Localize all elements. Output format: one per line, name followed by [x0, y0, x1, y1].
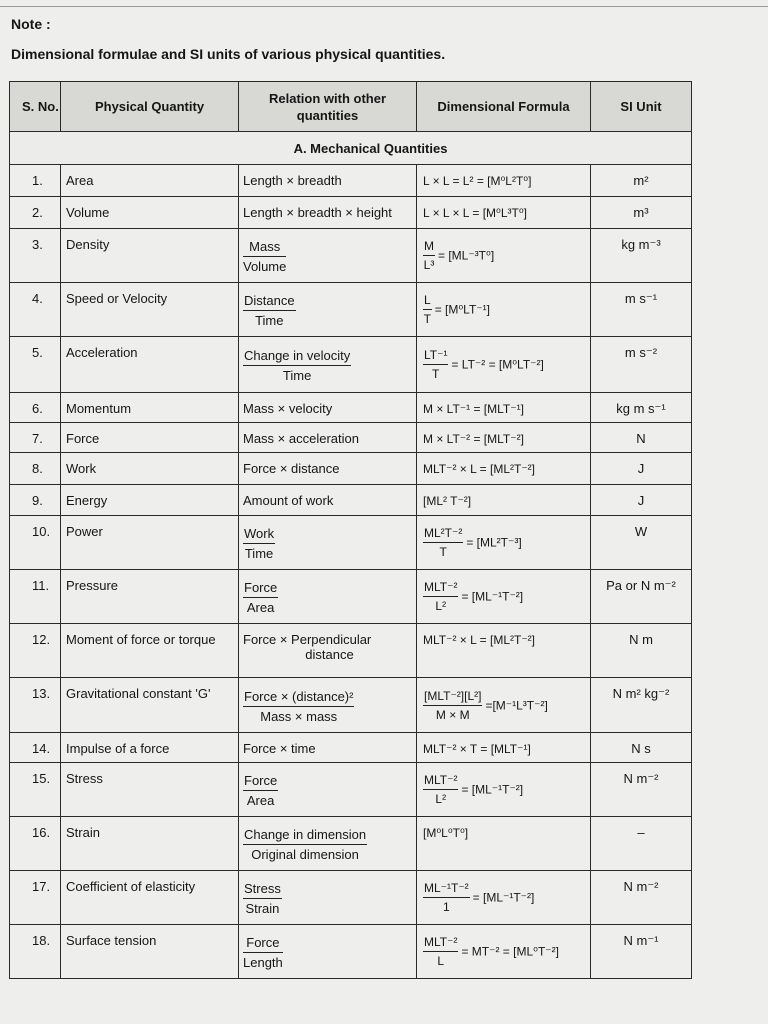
relation-cell: [239, 229, 417, 283]
relation-fraction-numerator: Work: [243, 526, 275, 544]
serial-number: 5.: [10, 337, 61, 393]
si-unit: –: [591, 817, 692, 871]
dimensional-formula-cell: [417, 423, 591, 453]
si-unit: m s⁻²: [591, 337, 692, 393]
si-unit: kg m s⁻¹: [591, 393, 692, 423]
relation-fraction: [243, 526, 275, 561]
dimension-fraction-numerator: [MLT⁻²][L²]: [423, 689, 482, 706]
si-unit: kg m⁻³: [591, 229, 692, 283]
serial-number: 7.: [10, 423, 61, 453]
serial-number: 6.: [10, 393, 61, 423]
dimension-fraction: [423, 881, 470, 914]
note-label: Note :: [11, 16, 51, 32]
table-row: [10, 337, 692, 393]
relation-fraction: [243, 881, 282, 916]
dimension-fraction: [423, 293, 432, 326]
serial-number: 1.: [10, 165, 61, 197]
dimensional-formula-cell: [417, 165, 591, 197]
relation-cell: [239, 337, 417, 393]
si-unit: N m: [591, 624, 692, 678]
dimension-result: = LT⁻² = [M⁰LT⁻²]: [451, 357, 544, 372]
table-row: [10, 453, 692, 485]
dimensional-formula-cell: [417, 871, 591, 925]
physical-quantity: Power: [61, 516, 239, 570]
serial-number: 11.: [10, 570, 61, 624]
relation-fraction-denominator: Time: [244, 546, 274, 561]
dimensional-formula-cell: [417, 516, 591, 570]
relation-fraction: [243, 348, 351, 383]
relation-fraction: [243, 293, 296, 328]
relation-fraction: [243, 827, 367, 862]
dimension-fraction: [423, 689, 482, 722]
dimension-fraction: [423, 526, 463, 559]
relation-text: Length × breadth: [243, 173, 342, 188]
dimension-fraction-numerator: L: [423, 293, 432, 310]
dimension-fraction-numerator: ML²T⁻²: [423, 526, 463, 543]
dimension-fraction-denominator: 1: [442, 900, 450, 914]
table-row: [10, 733, 692, 763]
physical-quantity: Energy: [61, 485, 239, 516]
serial-number: 9.: [10, 485, 61, 516]
si-unit: m²: [591, 165, 692, 197]
table-row: [10, 229, 692, 283]
relation-cell: [239, 516, 417, 570]
dimension-text: L × L = L² = [M⁰L²T⁰]: [423, 174, 532, 188]
physical-quantity: Density: [61, 229, 239, 283]
relation-fraction-numerator: Force × (distance)²: [243, 689, 354, 707]
dimension-fraction-denominator: L²: [435, 599, 447, 613]
table-row: [10, 817, 692, 871]
dimensional-formula-cell: [417, 229, 591, 283]
table-row: [10, 165, 692, 197]
dimension-fraction-denominator: L³: [423, 258, 435, 272]
dimension-text: MLT⁻² × L = [ML²T⁻²]: [423, 462, 536, 476]
dimension-fraction-numerator: LT⁻¹: [423, 348, 448, 365]
relation-fraction-denominator: Length: [243, 955, 283, 970]
dimension-fraction-denominator: T: [439, 545, 447, 559]
dimensional-formula-cell: [417, 393, 591, 423]
physical-quantity: Volume: [61, 197, 239, 229]
dimension-fraction-denominator: T: [432, 367, 440, 381]
dimensional-formulae-table: [9, 81, 692, 979]
relation-fraction-denominator: Time: [282, 368, 312, 383]
serial-number: 17.: [10, 871, 61, 925]
dimension-fraction: [423, 935, 458, 968]
dimension-result: = [ML²T⁻³]: [466, 535, 522, 550]
dimension-text: [ML² T⁻²]: [423, 494, 472, 508]
table-row: [10, 678, 692, 733]
relation-fraction-numerator: Change in velocity: [243, 348, 351, 366]
physical-quantity: Acceleration: [61, 337, 239, 393]
dimension-fraction-denominator: L²: [435, 792, 447, 806]
dimensional-formula-cell: [417, 283, 591, 337]
dimensional-formula-cell: [417, 763, 591, 817]
serial-number: 2.: [10, 197, 61, 229]
si-unit: N s: [591, 733, 692, 763]
serial-number: 18.: [10, 925, 61, 979]
table-row: [10, 624, 692, 678]
dimensional-formula-cell: [417, 925, 591, 979]
relation-fraction-denominator: Strain: [245, 901, 280, 916]
dimension-fraction: [423, 239, 435, 272]
table-row: [10, 485, 692, 516]
relation-fraction: [243, 935, 283, 970]
physical-quantity: Strain: [61, 817, 239, 871]
relation-cell: [239, 678, 417, 733]
dimension-text: L × L × L = [M⁰L³T⁰]: [423, 206, 527, 220]
relation-cell: [239, 197, 417, 229]
dimension-result: = [ML⁻¹T⁻²]: [461, 782, 524, 797]
dimension-result: = [M⁰LT⁻¹]: [434, 302, 490, 317]
relation-fraction-denominator: Time: [255, 313, 284, 328]
relation-text-continued: distance: [305, 647, 354, 662]
dimension-fraction-numerator: M: [423, 239, 435, 256]
relation-text: Force × Perpendicular: [243, 632, 372, 647]
serial-number: 10.: [10, 516, 61, 570]
relation-text: Mass × acceleration: [243, 431, 359, 446]
relation-cell: [239, 763, 417, 817]
serial-number: 14.: [10, 733, 61, 763]
relation-fraction: [243, 239, 286, 274]
relation-cell: [239, 165, 417, 197]
dimension-fraction-numerator: MLT⁻²: [423, 773, 458, 790]
relation-fraction-numerator: Distance: [243, 293, 296, 311]
dimension-fraction-numerator: MLT⁻²: [423, 935, 458, 952]
physical-quantity: Work: [61, 453, 239, 485]
relation-cell: [239, 624, 417, 678]
serial-number: 13.: [10, 678, 61, 733]
physical-quantity: Momentum: [61, 393, 239, 423]
dimension-fraction-numerator: ML⁻¹T⁻²: [423, 881, 470, 898]
serial-number: 16.: [10, 817, 61, 871]
physical-quantity: Pressure: [61, 570, 239, 624]
relation-cell: [239, 393, 417, 423]
table-row: [10, 763, 692, 817]
table-row: [10, 871, 692, 925]
si-unit: J: [591, 485, 692, 516]
dimension-text: MLT⁻² × T = [MLT⁻¹]: [423, 742, 531, 756]
table-row: [10, 423, 692, 453]
si-unit: N m⁻²: [591, 763, 692, 817]
relation-cell: [239, 453, 417, 485]
dimensional-formula-cell: [417, 337, 591, 393]
section-heading: A. Mechanical Quantities: [10, 132, 692, 165]
table-row: [10, 393, 692, 423]
dimension-fraction-numerator: MLT⁻²: [423, 580, 458, 597]
relation-fraction-numerator: Stress: [243, 881, 282, 899]
relation-fraction-denominator: Mass × mass: [260, 708, 338, 724]
si-unit: N m⁻²: [591, 871, 692, 925]
relation-text: Force × distance: [243, 461, 340, 476]
relation-fraction: [243, 580, 278, 615]
physical-quantity: Moment of force or torque: [61, 624, 239, 678]
dimensional-formula-cell: [417, 733, 591, 763]
relation-fraction-numerator: Change in dimension: [243, 827, 367, 845]
relation-fraction-numerator: Mass: [243, 239, 286, 257]
dimensional-formula-cell: [417, 197, 591, 229]
relation-cell: [239, 283, 417, 337]
si-unit: N m⁻¹: [591, 925, 692, 979]
si-unit: N m² kg⁻²: [591, 678, 692, 733]
relation-cell: [239, 570, 417, 624]
dimension-text: M × LT⁻² = [MLT⁻²]: [423, 432, 524, 446]
dimension-result: = MT⁻² = [ML⁰T⁻²]: [461, 944, 559, 959]
table-row: [10, 197, 692, 229]
table-row: [10, 925, 692, 979]
dimension-result: = [ML⁻¹T⁻²]: [461, 589, 524, 604]
dimension-fraction: [423, 348, 448, 381]
serial-number: 8.: [10, 453, 61, 485]
dimension-result: = [ML⁻¹T⁻²]: [472, 890, 535, 905]
dimension-result: = [ML⁻³T⁰]: [438, 248, 495, 263]
relation-text: Force × time: [243, 741, 316, 756]
dimension-result: =[M⁻¹L³T⁻²]: [485, 698, 548, 712]
physical-quantity: Surface tension: [61, 925, 239, 979]
dimensional-formula-cell: [417, 624, 591, 678]
dimension-fraction: [423, 580, 458, 613]
dimension-fraction-denominator: M × M: [435, 707, 470, 722]
relation-text: Mass × velocity: [243, 401, 333, 416]
dimensional-formula-cell: [417, 817, 591, 871]
table-row: [10, 516, 692, 570]
serial-number: 15.: [10, 763, 61, 817]
relation-fraction-numerator: Force: [243, 580, 278, 598]
column-header-quantity: Physical Quantity: [61, 82, 239, 132]
relation-fraction: [243, 773, 278, 808]
dimension-text: MLT⁻² × L = [ML²T⁻²]: [423, 633, 536, 647]
physical-quantity: Gravitational constant 'G': [61, 678, 239, 733]
top-rule: [0, 6, 768, 7]
si-unit: W: [591, 516, 692, 570]
relation-cell: [239, 925, 417, 979]
physical-quantity: Stress: [61, 763, 239, 817]
relation-text: Length × breadth × height: [243, 205, 392, 220]
column-header-relation: Relation with other quantities: [239, 82, 417, 132]
dimensional-formula-cell: [417, 570, 591, 624]
physical-quantity: Impulse of a force: [61, 733, 239, 763]
si-unit: N: [591, 423, 692, 453]
si-unit: Pa or N m⁻²: [591, 570, 692, 624]
serial-number: 12.: [10, 624, 61, 678]
serial-number: 3.: [10, 229, 61, 283]
si-unit: m s⁻¹: [591, 283, 692, 337]
relation-fraction-numerator: Force: [243, 773, 278, 791]
relation-fraction-denominator: Volume: [243, 259, 287, 274]
dimension-fraction-denominator: L: [437, 954, 445, 968]
dimension-text: M × LT⁻¹ = [MLT⁻¹]: [423, 402, 524, 416]
relation-fraction: [243, 689, 354, 724]
relation-fraction-denominator: Area: [246, 600, 275, 615]
dimension-fraction: [423, 773, 458, 806]
relation-fraction-numerator: Force: [243, 935, 283, 953]
dimensional-formula-cell: [417, 485, 591, 516]
physical-quantity: Speed or Velocity: [61, 283, 239, 337]
dimension-fraction-denominator: T: [423, 312, 432, 326]
serial-number: 4.: [10, 283, 61, 337]
column-header-dimension: Dimensional Formula: [417, 82, 591, 132]
relation-cell: [239, 817, 417, 871]
physical-quantity: Area: [61, 165, 239, 197]
si-unit: m³: [591, 197, 692, 229]
relation-cell: [239, 733, 417, 763]
table-row: [10, 570, 692, 624]
relation-cell: [239, 423, 417, 453]
column-header-unit: SI Unit: [591, 82, 692, 132]
si-unit: J: [591, 453, 692, 485]
dimension-text: [M⁰L⁰T⁰]: [423, 826, 469, 840]
page-heading: Dimensional formulae and SI units of various physical quantities.: [11, 46, 446, 62]
column-header-sno: S. No.: [10, 82, 61, 132]
relation-fraction-denominator: Original dimension: [251, 847, 359, 862]
physical-quantity: Force: [61, 423, 239, 453]
table-row: [10, 283, 692, 337]
physical-quantity: Coefficient of elasticity: [61, 871, 239, 925]
relation-fraction-denominator: Area: [246, 793, 275, 808]
relation-text: Amount of work: [243, 493, 334, 508]
dimensional-formula-cell: [417, 453, 591, 485]
relation-cell: [239, 485, 417, 516]
relation-cell: [239, 871, 417, 925]
dimensional-formula-cell: [417, 678, 591, 733]
